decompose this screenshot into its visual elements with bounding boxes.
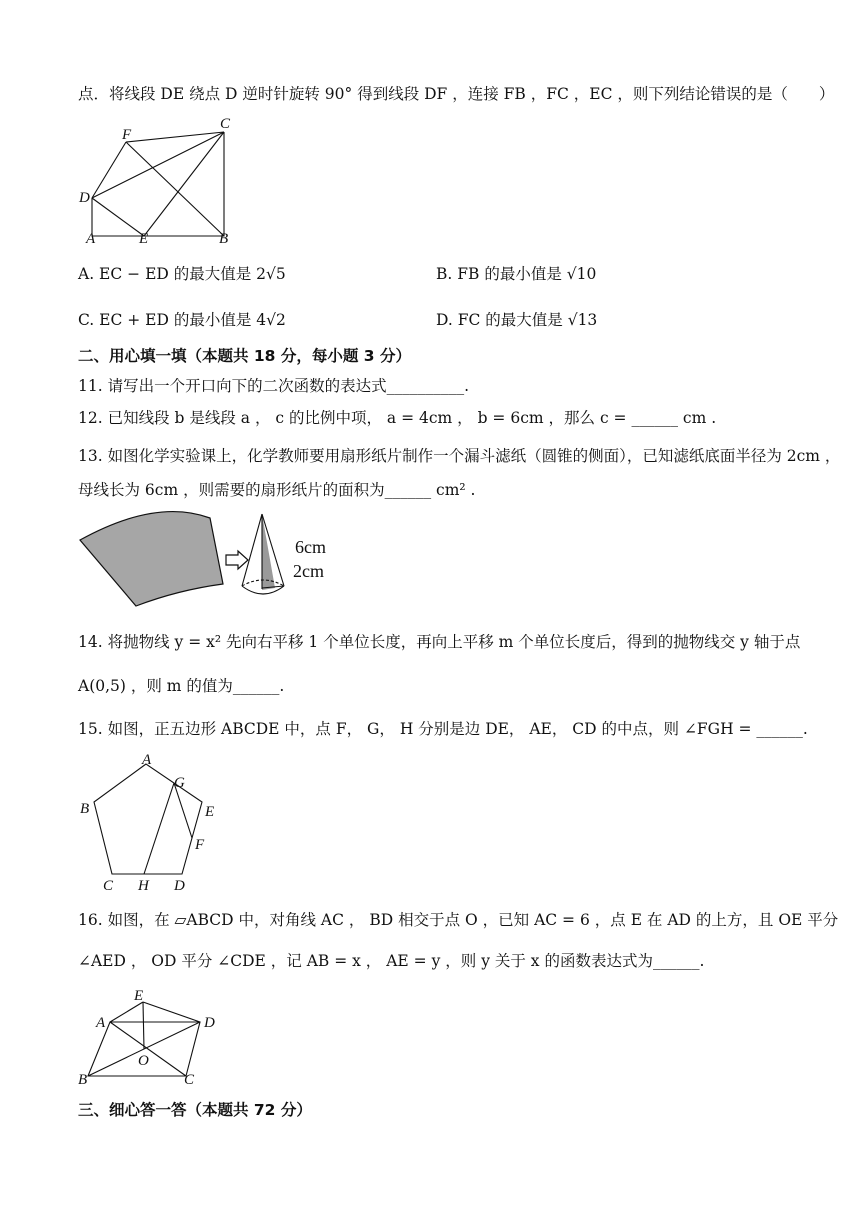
q15-label-e: E — [205, 804, 215, 820]
q10-stem: 点．将线段 DE 绕点 D 逆时针旋转 90° 得到线段 DF ，连接 FB ，FC ，EC ，则下列结论错误的是（ ） — [78, 85, 835, 103]
q10-label-b: B — [219, 231, 229, 247]
q16-figure — [76, 984, 226, 1089]
q15-label-b: B — [80, 801, 90, 817]
q15-figure — [78, 750, 228, 895]
q16-label-b: B — [78, 1072, 88, 1088]
q15-label-g: G — [174, 775, 185, 791]
q14-line2: A(0,5) ，则 m 的值为______. — [78, 677, 285, 695]
q13-label-slant: 6cm — [295, 537, 326, 557]
q13-label-radius: 2cm — [293, 561, 324, 581]
q13-line1: 13. 如图化学实验课上，化学教师要用扇形纸片制作一个漏斗滤纸（圆锥的侧面），已知滤纸底面半径为 2cm ， — [78, 447, 841, 465]
q15-label-c: C — [103, 878, 114, 894]
q15-label-a: A — [142, 752, 152, 768]
q16-label-o: O — [138, 1053, 149, 1069]
q15-label-h: H — [138, 878, 149, 894]
q16-label-d: D — [204, 1015, 215, 1031]
q16-label-c: C — [184, 1072, 195, 1088]
q11-text: 11. 请写出一个开口向下的二次函数的表达式__________. — [78, 377, 470, 395]
q15-label-f: F — [195, 837, 205, 853]
q16-label-a: A — [96, 1015, 106, 1031]
q10-option-b: B. FB 的最小值是 √10 — [436, 265, 597, 283]
q12-text: 12. 已知线段 b 是线段 a ， c 的比例中项， a = 4cm ， b = 6cm ，那么 c = ______ cm . — [78, 409, 717, 427]
q10-label-d: D — [79, 190, 90, 206]
q10-option-a: A. EC − ED 的最大值是 2√5 — [78, 265, 286, 283]
q13-line2: 母线长为 6cm ，则需要的扇形纸片的面积为______ cm² . — [78, 481, 476, 499]
q14-line1: 14. 将抛物线 y = x² 先向右平移 1 个单位长度，再向上平移 m 个单位长度后，得到的抛物线交 y 轴于点 — [78, 633, 801, 651]
q10-label-a: A — [86, 231, 96, 247]
q10-option-c: C. EC + ED 的最小值是 4√2 — [78, 311, 286, 329]
q16-line2: ∠AED ， OD 平分 ∠CDE ，记 AB = x ， AE = y ，则 y 关于 x 的函数表达式为______. — [78, 952, 705, 970]
section2-title: 二、用心填一填（本题共 18 分，每小题 3 分） — [78, 347, 411, 365]
q15-text: 15. 如图，正五边形 ABCDE 中，点 F， G， H 分别是边 DE， AE， CD 的中点，则 ∠FGH = ______. — [78, 720, 808, 738]
q10-label-e: E — [139, 231, 149, 247]
q10-label-c: C — [220, 116, 231, 132]
q10-figure — [78, 112, 248, 252]
q10-label-f: F — [122, 127, 132, 143]
q16-line1: 16. 如图，在 ▱ABCD 中，对角线 AC ， BD 相交于点 O ，已知 AC = 6 ，点 E 在 AD 的上方，且 OE 平分 — [78, 911, 839, 929]
q13-figure — [78, 510, 368, 610]
q10-option-d: D. FC 的最大值是 √13 — [436, 311, 598, 329]
q15-label-d: D — [174, 878, 185, 894]
section3-title: 三、细心答一答（本题共 72 分） — [78, 1101, 312, 1119]
q16-label-e: E — [134, 988, 144, 1004]
